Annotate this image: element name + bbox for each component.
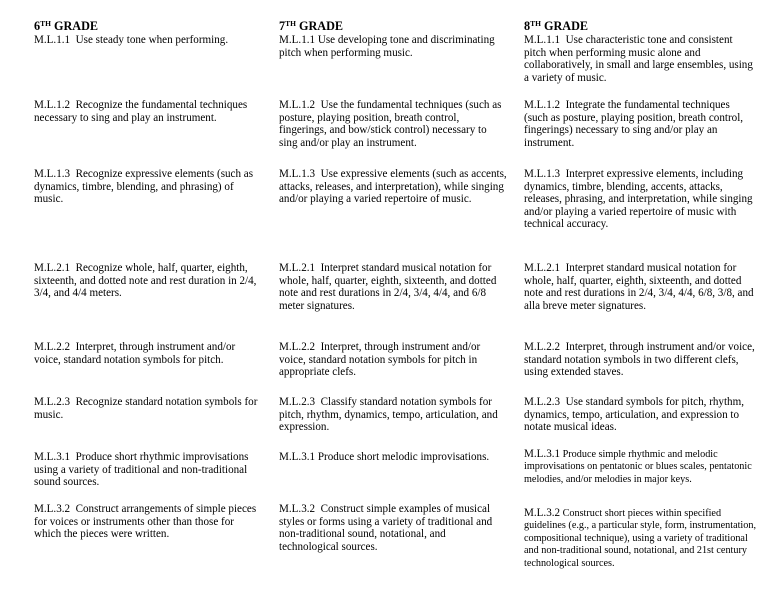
standard-item: M.L.1.3 Interpret expressive elements, including dynamics, timbre, blending, accents, attacks, releases, phrasing, and interpretation, while singing and/or playing a varied repertoire of music with technical accuracy. bbox=[524, 168, 753, 231]
grade-6-heading: 6TH GRADE bbox=[34, 19, 98, 33]
standard-item: M.L.2.1 Recognize whole, half, quarter, eighth, sixteenth, and dotted note and rest duration in 2/4, 3/4, and 4/4 meters. bbox=[34, 262, 257, 300]
grade-7-heading: 7TH GRADE bbox=[279, 19, 343, 33]
standard-item: M.L.2.3 Use standard symbols for pitch, rhythm, dynamics, tempo, articulation, and expression to notate musical ideas. bbox=[524, 396, 745, 434]
standard-item: M.L.2.1 Interpret standard musical notation for whole, half, quarter, eighth, sixteenth, and dotted note and rest durations in 2/4, 3/4, 4/4, and 6/8 meter signatures. bbox=[279, 262, 497, 312]
standard-item: M.L.3.2 Construct short pieces within specified guidelines (e.g., a particular style, form, instrumentation, compositional technique), using a variety of traditional and non-traditional sound, notational, and 21st century technological sources. bbox=[524, 507, 756, 569]
standard-item: M.L.2.3 Classify standard notation symbols for pitch, rhythm, dynamics, tempo, articulation, and expression. bbox=[279, 396, 498, 434]
standard-item: M.L.1.1 Use steady tone when performing. bbox=[34, 34, 229, 46]
standard-item: M.L.2.1 Interpret standard musical notation for whole, half, quarter, eighth, sixteenth, and dotted note and rest durations in 2/4, 3/4, 4/4, 6/8, 3/8, and alla breve meter signatures. bbox=[524, 262, 754, 312]
standard-item: M.L.1.3 Use expressive elements (such as accents, attacks, releases, and interpretation), while singing and/or playing a varied repertoire of music. bbox=[279, 168, 507, 206]
standard-item: M.L.3.2 Construct simple examples of musical styles or forms using a variety of traditional and non-traditional sound, notational, and technological sources. bbox=[279, 503, 493, 553]
standard-item: M.L.1.1 Use characteristic tone and consistent pitch when performing music alone and collaboratively, in small and large ensembles, using a variety of music. bbox=[524, 34, 753, 84]
standard-item: M.L.1.2 Use the fundamental techniques (such as posture, playing position, breath control, fingerings, and bow/stick control) necessary to sing and/or play an instrument. bbox=[279, 99, 502, 149]
standard-item: M.L.1.2 Integrate the fundamental techniques (such as posture, playing position, breath control, fingerings) necessary to sing and/or play an instrument. bbox=[524, 99, 744, 149]
standard-item: M.L.2.3 Recognize standard notation symbols for music. bbox=[34, 396, 258, 421]
standard-item: M.L.2.2 Interpret, through instrument and/or voice, standard notation symbols for pitch. bbox=[34, 341, 236, 366]
standard-item: M.L.3.1 Produce short melodic improvisations. bbox=[279, 451, 490, 463]
grade-8-heading: 8TH GRADE bbox=[524, 19, 588, 33]
standard-item: M.L.3.2 Construct arrangements of simple pieces for voices or instruments other than those for which the pieces were written. bbox=[34, 503, 257, 541]
standard-item: M.L.1.3 Recognize expressive elements (such as dynamics, timbre, blending, and phrasing) of music. bbox=[34, 168, 254, 206]
standard-item: M.L.1.1 Use developing tone and discriminating pitch when performing music. bbox=[279, 34, 495, 59]
standard-item: M.L.1.2 Recognize the fundamental techniques necessary to sing and play an instrument. bbox=[34, 99, 248, 124]
standard-item: M.L.3.1 Produce short rhythmic improvisations using a variety of traditional and non-traditional sound sources. bbox=[34, 451, 249, 489]
standard-item: M.L.2.2 Interpret, through instrument and/or voice, standard notation symbols in two different clefs, using extended staves. bbox=[524, 341, 755, 379]
standard-item: M.L.3.1 Produce simple rhythmic and melodic improvisations on pentatonic or blues scales, pentatonic melodies, and/or melodies in major keys. bbox=[524, 448, 752, 485]
standard-item: M.L.2.2 Interpret, through instrument and/or voice, standard notation symbols for pitch in appropriate clefs. bbox=[279, 341, 481, 379]
